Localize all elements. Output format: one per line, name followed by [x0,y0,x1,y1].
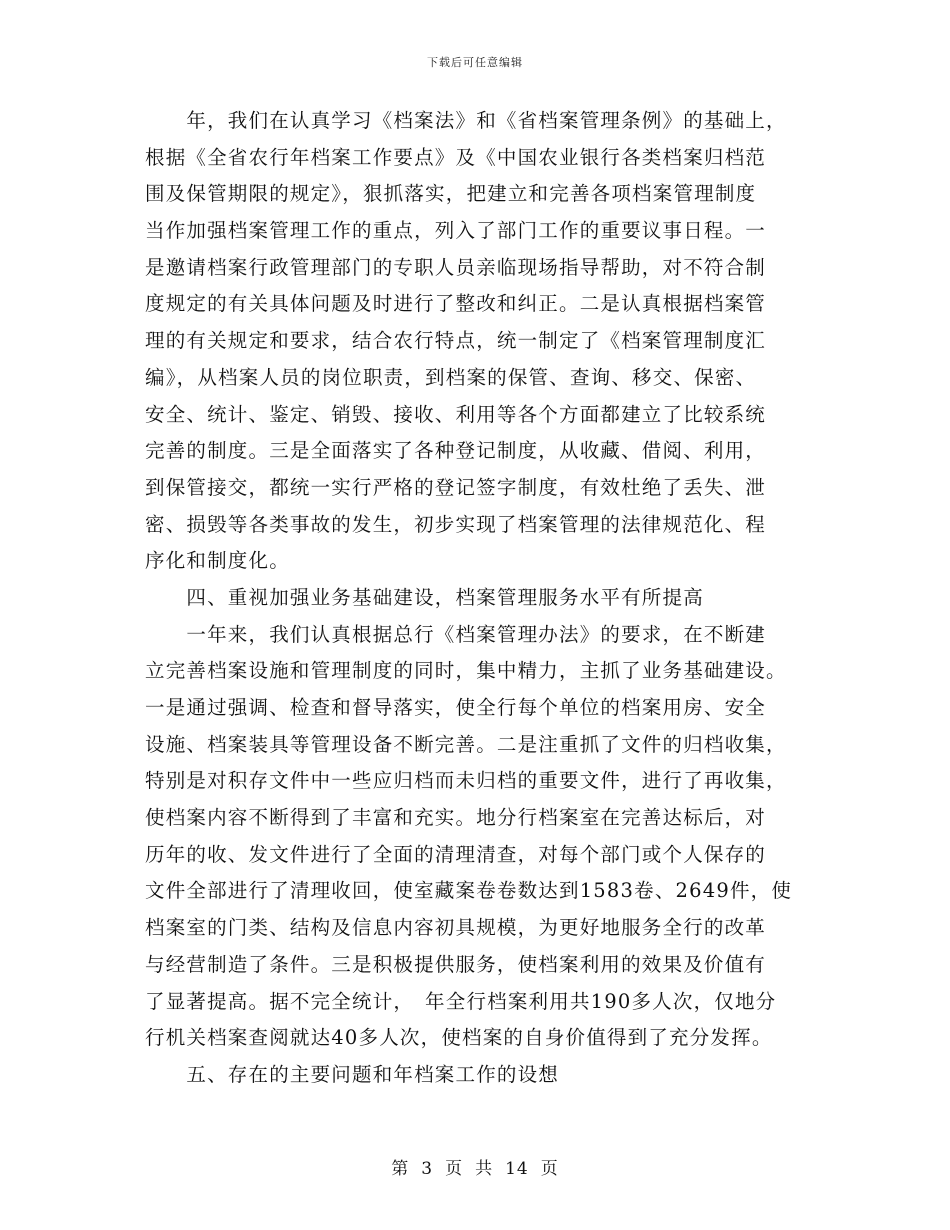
page-number: 3 [421,1159,434,1179]
footer-ye: 页 [445,1159,464,1179]
footer-ye-end: 页 [540,1159,559,1179]
text-line: 年，我们在认真学习《档案法》和《省档案管理条例》的基础上， [145,109,787,132]
text-line: 完善的制度。三是全面落实了各种登记制度，从收藏、借阅、利用， [145,439,767,463]
text-line: 当作加强档案管理工作的重点，列入了部门工作的重要议事日程。一 [145,219,767,243]
footer-gong: 共 [475,1159,494,1179]
text-line: 度规定的有关具体问题及时进行了整改和纠正。二是认真根据档案管 [145,292,767,316]
text-line: 文件全部进行了清理收回，使室藏案卷卷数达到1583卷、2649件，使 [145,879,793,903]
page-footer [0,1154,950,1179]
text-line: 特别是对积存文件中一些应归档而未归档的重要文件，进行了再收集， [145,769,787,793]
text-line: 一年来，我们认真根据总行《档案管理办法》的要求，在不断建 [145,622,767,646]
text-line: 安全、统计、鉴定、销毁、接收、利用等各个方面都建立了比较系统 [145,402,767,426]
body-text [145,103,805,1094]
text-line: 历年的收、发文件进行了全面的清理清查，对每个部门或个人保存的 [145,842,767,866]
text-line: 设施、档案装具等管理设备不断完善。二是注重抓了文件的归档收集， [145,732,787,756]
footer-di: 第 [391,1159,410,1179]
text-line: 使档案内容不断得到了丰富和充实。地分行档案室在完善达标后，对 [145,806,767,830]
text-line: 理的有关规定和要求，结合农行特点，统一制定了《档案管理制度汇 [145,329,767,353]
section-heading: 四、重视加强业务基础建设，档案管理服务水平有所提高 [145,585,704,609]
text-line: 编》，从档案人员的岗位职责，到档案的保管、查询、移交、保密、 [145,365,757,389]
text-line: 了显著提高。据不完全统计， 年全行档案利用共190多人次，仅地分 [145,989,777,1013]
total-pages: 14 [505,1159,529,1179]
text-line: 行机关档案查阅就达40多人次，使档案的自身价值得到了充分发挥。 [145,1026,773,1050]
text-line: 一是通过强调、检查和督导落实，使全行每个单位的档案用房、安全 [145,696,767,719]
text-line: 密、损毁等各类事故的发生，初步实现了档案管理的法律规范化、程 [145,512,767,536]
text-line: 根据《全省农行年档案工作要点》及《中国农业银行各类档案归档范 [145,145,767,169]
text-line: 序化和制度化。 [145,549,290,573]
page-header: 下载后可任意编辑 [427,56,523,69]
text-line: 到保管接交，都统一实行严格的登记签字制度，有效杜绝了丢失、泄 [145,475,767,499]
text-line: 围及保管期限的规定》，狠抓落实，把建立和完善各项档案管理制度 [145,182,757,206]
section-heading: 五、存在的主要问题和年档案工作的设想 [145,1062,560,1086]
text-line: 与经营制造了条件。三是积极提供服务，使档案利用的效果及价值有 [145,952,767,976]
text-line: 是邀请档案行政管理部门的专职人员亲临现场指导帮助，对不符合制 [145,255,767,279]
text-line: 档案室的门类、结构及信息内容初具规模，为更好地服务全行的改革 [145,916,767,940]
text-line: 立完善档案设施和管理制度的同时，集中精力，主抓了业务基础建设。 [145,659,787,683]
